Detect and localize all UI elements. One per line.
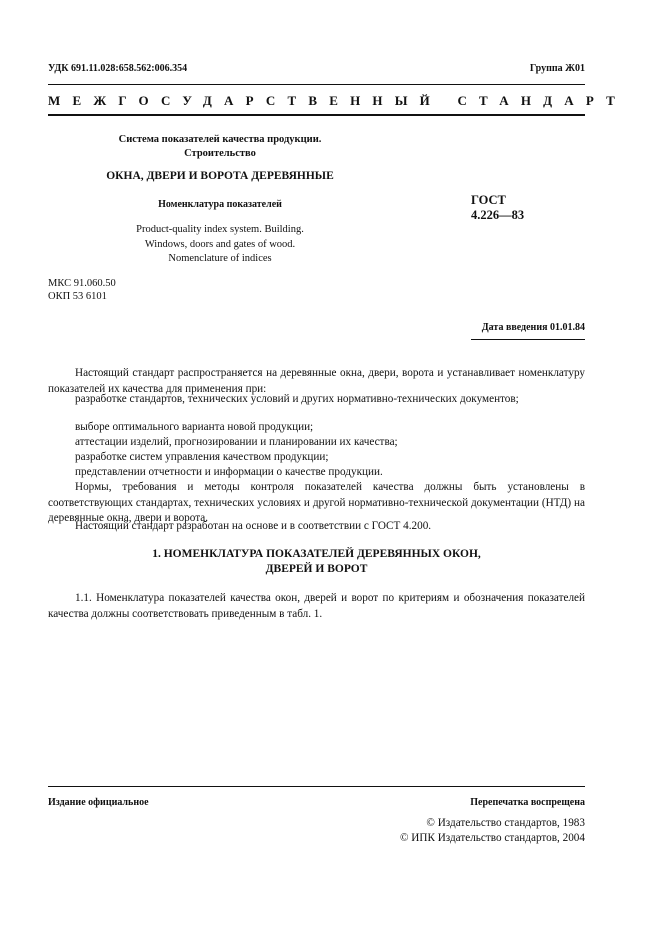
banner-interstate-standard: МЕЖГОСУДАРСТВЕННЫЙ СТАНДАРТ: [48, 93, 628, 108]
introduction-date-label: Дата введения: [481, 322, 548, 333]
subtitle: Номенклатура показателей: [158, 199, 282, 210]
udk-code: УДК 691.11.028:658.562:006.354: [48, 63, 188, 74]
list-item-reporting: представлении отчетности и информации о качестве продукции.: [75, 466, 383, 478]
copyright-block: [400, 816, 585, 845]
basis-paragraph: Настоящий стандарт разработан на основе и в соответствии с ГОСТ 4.200.: [75, 520, 432, 532]
norms-paragraph: Нормы, требования и методы контроля показателей качества должны быть установлены в соответствующих стандартах, технических условиях и другой нормативно-технической документации (НТД) на деревянные окна, двери и ворота.: [48, 481, 585, 525]
mks-code: МКС 91.060.50: [48, 278, 116, 289]
reprint-prohibited: Перепечатка воспрещена: [470, 797, 585, 808]
section-1-title: [48, 547, 585, 577]
classification-codes: [48, 278, 116, 303]
list-item-standards: разработке стандартов, технических условий и других нормативно-технических документов;: [75, 393, 519, 405]
system-title: [60, 133, 380, 161]
gost-label: ГОСТ: [471, 193, 506, 207]
gost-number: 4.226—83: [471, 208, 525, 222]
introduction-date-value: 01.01.84: [550, 322, 585, 333]
system-title-line1: Система показателей качества продукции.: [118, 134, 322, 145]
section-1-title-line2: ДВЕРЕЙ И ВОРОТ: [265, 563, 368, 575]
clause-1-1: 1.1. Номенклатура показателей качества окон, дверей и ворот по критериям и обозначения показателей качества должны соответствовать приведенным в табл. 1.: [48, 592, 585, 620]
official-edition: Издание официальное: [48, 797, 149, 808]
list-item-certification: аттестации изделий, прогнозировании и планировании их качества;: [75, 436, 398, 448]
group-code: Группа Ж01: [529, 63, 585, 74]
list-item-optimal-variant: выборе оптимального варианта новой продукции;: [75, 421, 314, 433]
english-title-line1: Product-quality index system. Building.: [136, 224, 304, 235]
header-rule-top: [48, 84, 585, 85]
english-title-line2: Windows, doors and gates of wood.: [144, 238, 296, 250]
introduction-date: [482, 322, 585, 333]
okp-code: ОКП 53 6101: [48, 290, 107, 302]
intro-paragraph: Настоящий стандарт распространяется на деревянные окна, двери, ворота и устанавливает номенклатуру показателей их качества для применения при:: [48, 367, 585, 395]
footer-rule: [48, 786, 585, 787]
english-title-line3: Nomenclature of indices: [168, 253, 272, 264]
list-item-quality-management: разработке систем управления качеством продукции;: [75, 451, 329, 463]
copyright-1983: © Издательство стандартов, 1983: [426, 817, 585, 829]
copyright-2004: © ИПК Издательство стандартов, 2004: [399, 831, 585, 844]
english-title: [60, 223, 380, 267]
main-title: ОКНА, ДВЕРИ И ВОРОТА ДЕРЕВЯННЫЕ: [106, 170, 334, 182]
gost-designation: [471, 193, 524, 223]
system-title-line2: Строительство: [184, 148, 256, 159]
date-underline: [471, 339, 585, 340]
section-1-title-line1: 1. НОМЕНКЛАТУРА ПОКАЗАТЕЛЕЙ ДЕРЕВЯННЫХ ОКОН,: [152, 548, 481, 560]
header-rule-bottom: [48, 114, 585, 116]
